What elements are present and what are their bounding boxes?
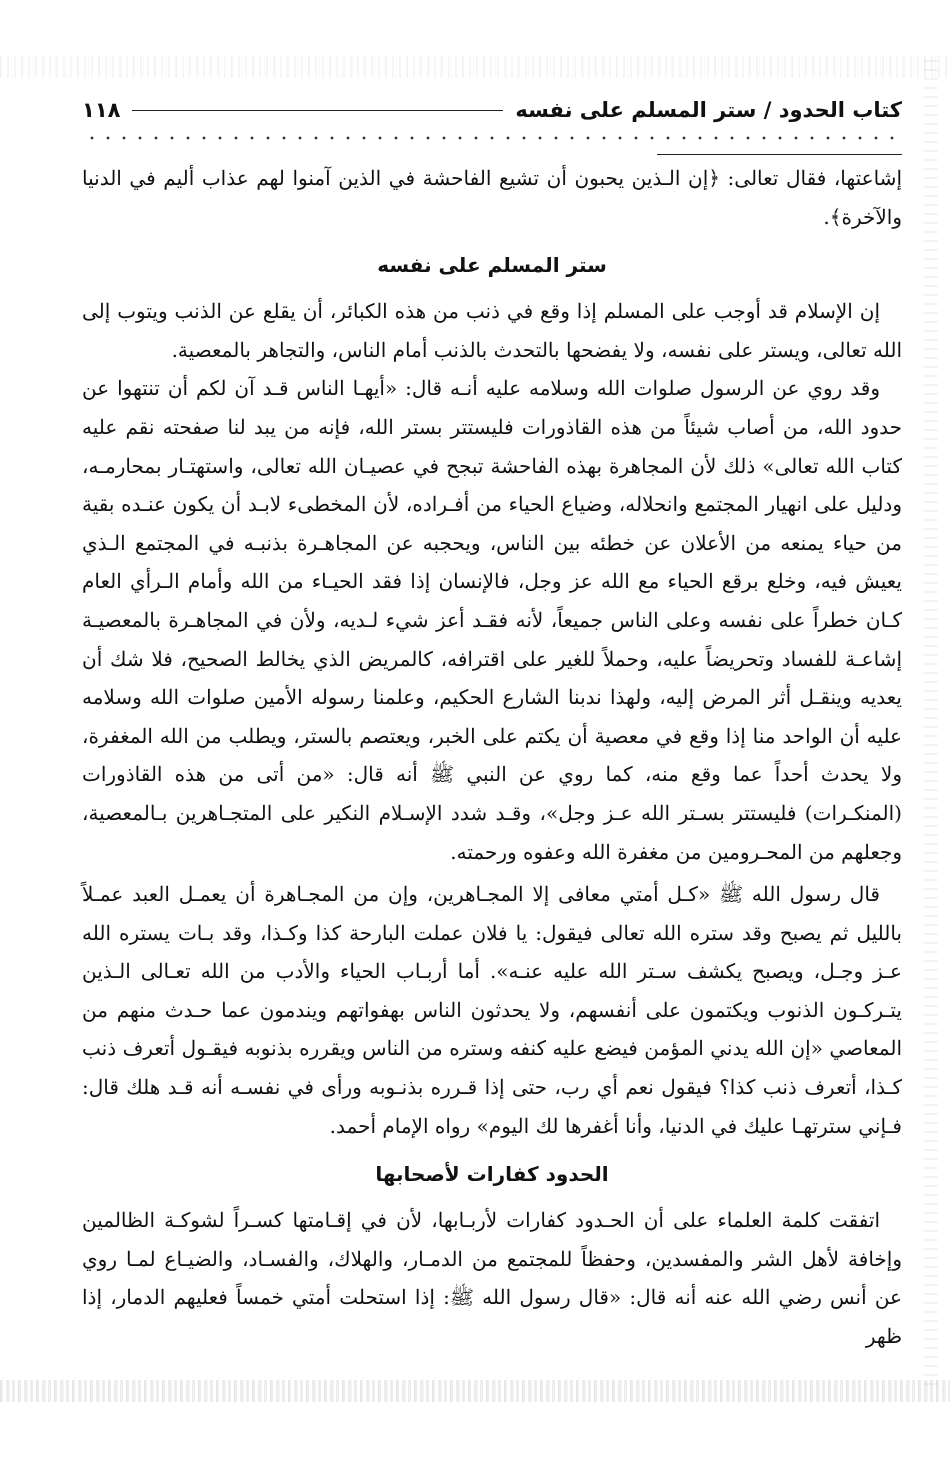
header-rule [132, 110, 503, 111]
section-title-covering: ستر المسلم على نفسه [377, 253, 607, 278]
paragraph: وقد روي عن الرسول صلوات الله وسلامه عليه أنـه قال: «أيهـا الناس قـد آن لكم أن تنتهوا عن حدود الله، من أصاب شيئاً من هذه القاذورات فليستتر بستر الله، فإنه من يبد لنا صفحته نقم عليه كتاب الله تعالى» ذلك لأن المجاهرة بهذه الفاحشة تبجح في عصيـان الله تعالى، واستهتـار بمحارمـه، ودليل على انهيار المجتمع وانحلاله، وضياع الحياء من أفـراده، لأن المخطىء لابـد أن يكون عنـده بقية من حياء يمنعه من الأعلان عن خطئه بين الناس، ويحجبه عن المجاهـرة بذنبـه في المجتمع الـذي يعيش فيه، وخلع برقع الحياء مع الله عز وجل، فالإنسان إذا فقد الحيـاء من الله وأمام الـرأي العام كـان خطراً على نفسه وعلى الناس جميعاً، لأنه فقـد أعز شيء لـديه، ولأن في المجاهـرة بالمعصيـة إشاعـة للفساد وتحريضاً عليه، وحملاً للغير على اقترافه، كالمريض الذي يخالط الصحيح، فلا شك أن يعديه وينقـل أثر المرض إليه، ولهذا ندبنا الشارع الحكيم، وعلمنا رسوله الأمين صلوات الله وسلامه عليه أن الواحد منا إذا وقع في معصية أن يكتم على الخبر، ويعتصم بالستر، ويطلب من الله المغفرة، ولا يحدث أحداً عما وقع منه، كما روي عن النبي ﷺ أنه قال: «من أتى من هذه القاذورات (المنكـرات) فليستتر بسـتر الله عـز وجل»، وقـد شدد الإسـلام النكير على المتجـاهرين بـالمعصية، وجعلهم من المحـرومين من مغفرة الله وعفوه ورحمته. [82, 376, 902, 864]
page-header [82, 90, 902, 130]
running-title: كتاب الحدود / ستر المسلم على نفسه [515, 98, 902, 122]
intro-paragraph: إشاعتها، فقال تعالى: ﴿إن الـذين يحبون أن تشيع الفاحشة في الذين آمنوا لهم عذاب أليم في الدنيا والآخرة﴾. [82, 166, 902, 229]
section-title-expiation: الحدود كفارات لأصحابها [375, 1162, 609, 1187]
scan-noise-bottom [0, 1380, 950, 1402]
footnote-rule [657, 154, 902, 155]
scan-edge-right [924, 60, 938, 1390]
paragraph: إن الإسلام قد أوجب على المسلم إذا وقع في ذنب من هذه الكبائر، أن يقلع عن الذنب ويتوب إلى الله تعالى، ويستر على نفسه، ولا يفضحها بالتحدث بالذنب أمام الناس، والتجاهر بالمعصية. [82, 299, 902, 362]
paragraph: قال رسول الله ﷺ «كـل أمتي معافى إلا المجـاهرين، وإن من المجـاهرة أن يعمـل العبد عمـلاً بالليل ثم يصبح وقد ستره الله تعالى فيقول: يا فلان عملت البارحة كذا وكـذا، وقد بـات يستره الله عـز وجـل، ويصبح يكشف سـتر الله عليه عنـه». أما أربـاب الحياء والأدب من الله تعـالى الـذين يتـركـون الذنوب ويكتمون على أنفسهم، ولا يحدثون الناس بهفواتهم ويندمون عما حـدث منهم من المعاصي «إن الله يدني المؤمن فيضع عليه كنفه وستره من الناس ويقرره بذنوبه فيقـول أتعرف ذنب كـذا، أتعرف ذنب كذا؟ فيقول نعم أي رب، حتى إذا قـرره بذنـوبه ورأى في نفسـه أنه قـد هلك قال: فـإني سترتهـا عليك في الدنيا، وأنا أغفرها لك اليوم» رواه الإمام أحمد. [82, 882, 902, 1138]
book-page [82, 90, 902, 1356]
page-number: ١١٨ [82, 98, 121, 122]
paragraph: اتفقت كلمة العلماء على أن الحـدود كفارات لأربـابها، لأن في إقـامتها كسـراً لشوكـة الظالمين وإخافة لأهل الشر والمفسدين، وحفظاً للمجتمع من الدمـار، والهلاك، والفسـاد، والضيـاع لمـا روي عن أنس رضي الله عنه أنه قال: «قال رسول الله ﷺ: إذا استحلت أمتي خمساً فعليهم الدمار، إذا ظهر [82, 1208, 902, 1349]
dotted-divider [82, 132, 902, 144]
scan-noise-top [0, 56, 950, 78]
